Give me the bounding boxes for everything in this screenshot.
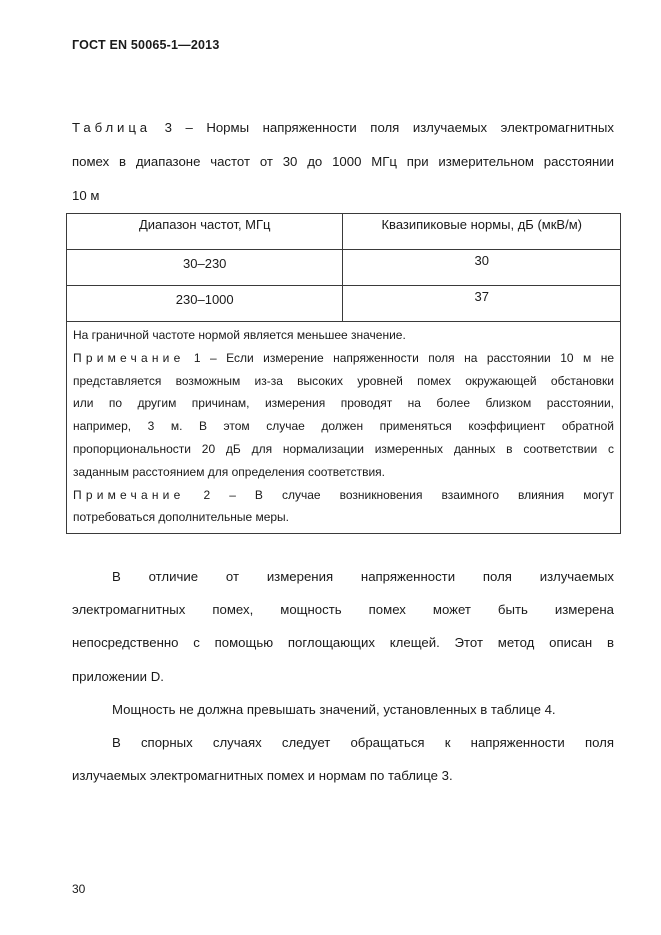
header-cell-frequency: Диапазон частот, МГц <box>67 214 343 250</box>
note-1-line: пропорциональности 20 дБ для нормализации измеренных данных в соответствии с <box>73 441 614 456</box>
caption-line-3: 10 м <box>72 188 100 203</box>
note-1-line: представляется возможным из-за высоких уровней помех окружающей обстановки <box>73 373 614 388</box>
note-2-line: потребоваться дополнительные меры. <box>73 510 290 525</box>
header-cell-norms: Квазипиковые нормы, дБ (мкВ/м) <box>343 214 621 250</box>
note-2-text: 2 – В случае возникновения взаимного влияния могут <box>184 487 614 502</box>
note-1-line: например, 3 м. В этом случае должен применяться коэффициент обратной <box>73 419 614 434</box>
paragraph-3-line: В спорных случаях следует обращаться к напряженности поля <box>112 735 614 751</box>
paragraph-1-line: электромагнитных помех, мощность помех может быть измерена <box>72 602 614 618</box>
note-label: Примечание <box>73 350 185 365</box>
paragraph-3-line: излучаемых электромагнитных помех и нормам по таблице 3. <box>72 768 453 784</box>
table-header-row <box>67 214 621 250</box>
note-1-line <box>73 347 614 370</box>
note-1-line: или по другим причинам, измерения проводят на более близком расстоянии, <box>73 396 614 411</box>
caption-label: Таблица <box>72 120 152 135</box>
table-caption <box>72 111 614 213</box>
page-number: 30 <box>72 882 86 896</box>
table-notes-row <box>67 322 621 534</box>
paragraph-1-line: приложении D. <box>72 668 164 684</box>
general-note: На граничной частоте нормой является меньшее значение. <box>73 328 406 342</box>
caption-line-1 <box>72 111 614 145</box>
caption-title: 3 – Нормы напряженности поля излучаемых электромагнитных <box>151 120 614 135</box>
note-1-text: 1 – Если измерение напряженности поля на расстоянии 10 м не <box>184 350 614 365</box>
note-1-line: заданным расстоянием для определения соответствия. <box>73 464 385 479</box>
note-label: Примечание <box>73 487 185 502</box>
table-row <box>67 250 621 286</box>
norms-table <box>66 213 621 534</box>
table-notes <box>67 322 621 534</box>
body-text <box>72 560 614 792</box>
cell-norm-value: 37 <box>343 286 621 322</box>
paragraph-2: Мощность не должна превышать значений, установленных в таблице 4. <box>112 701 556 717</box>
cell-norm-value: 30 <box>343 250 621 286</box>
caption-line-2: помех в диапазоне частот от 30 до 1000 МГц при измерительном расстоянии <box>72 154 614 169</box>
document-code-header: ГОСТ EN 50065-1—2013 <box>72 38 220 52</box>
table-row <box>67 286 621 322</box>
paragraph-1-line: В отличие от измерения напряженности поля излучаемых <box>112 569 614 584</box>
cell-frequency-range: 230–1000 <box>67 286 343 322</box>
note-2-line <box>73 484 614 507</box>
cell-frequency-range: 30–230 <box>67 250 343 286</box>
paragraph-1-line: непосредственно с помощью поглощающих клещей. Этот метод описан в <box>72 635 614 651</box>
